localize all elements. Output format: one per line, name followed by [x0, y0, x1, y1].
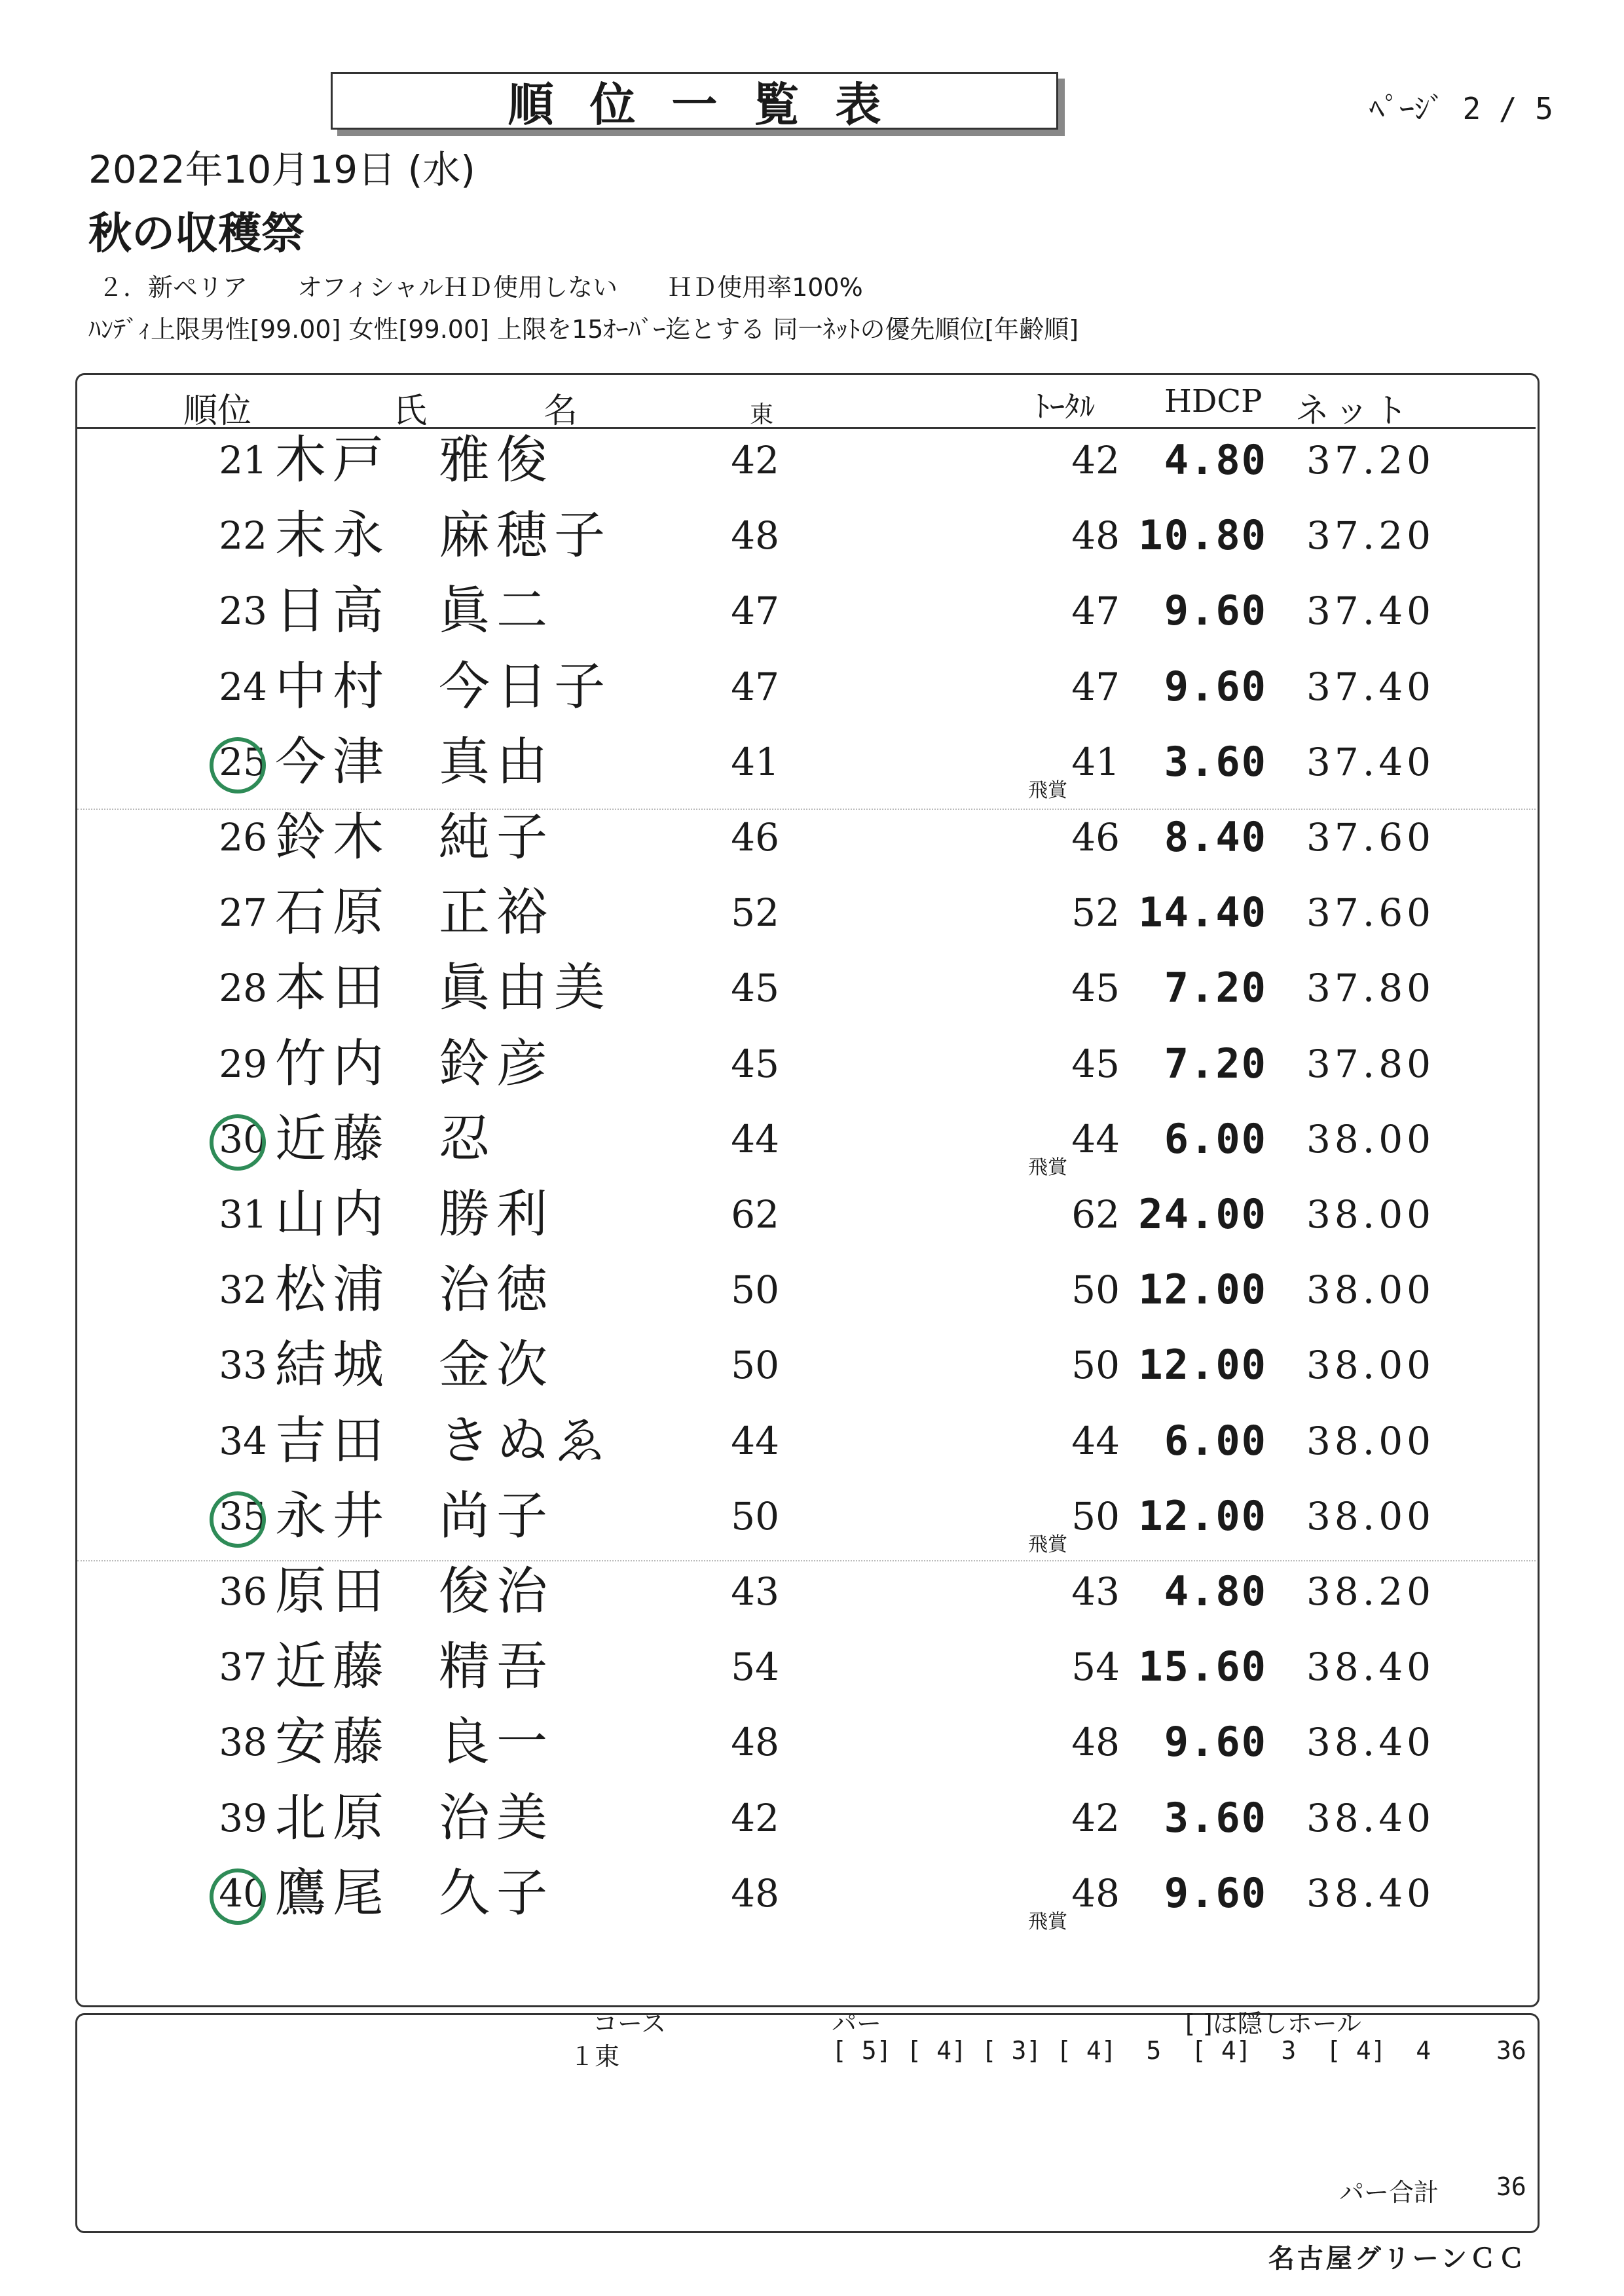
- table-row: [0, 1704, 1624, 1780]
- surname-cell: 吉田: [275, 1411, 391, 1470]
- conditions-line-2: ﾊﾝﾃﾞｨ上限男性[99.00] 女性[99.00] 上限を15ｵｰﾊﾞｰ迄とする 同一ﾈｯﾄの優先順位[年齢順]: [88, 315, 1079, 344]
- net-score-cell: 38.20: [1306, 1569, 1435, 1614]
- net-score-cell: 37.80: [1306, 1041, 1435, 1086]
- table-row: [0, 1327, 1624, 1403]
- rank-cell: 31: [219, 1192, 267, 1237]
- east-score-cell: 44: [731, 1418, 779, 1463]
- hdcp-cell: 3.60: [1164, 1793, 1267, 1842]
- net-score-cell: 37.80: [1306, 966, 1435, 1011]
- east-score-cell: 54: [731, 1645, 779, 1690]
- east-score-cell: 50: [731, 1267, 779, 1313]
- net-score-cell: 37.40: [1306, 664, 1435, 709]
- given-name-cell: 久子: [439, 1863, 555, 1923]
- club-name: 名古屋グリーンＣＣ: [1268, 2244, 1527, 2274]
- col-header-name-2: 名: [544, 392, 578, 431]
- hdcp-cell: 15.60: [1138, 1643, 1267, 1691]
- rank-cell: 34: [219, 1418, 267, 1463]
- total-score-cell: 48: [1071, 1870, 1120, 1916]
- table-row: [0, 1554, 1624, 1630]
- surname-cell: 近藤: [275, 1109, 391, 1169]
- col-header-east: 東: [750, 401, 774, 428]
- given-name-cell: 治美: [439, 1788, 555, 1848]
- prize-label: 飛賞: [1028, 1910, 1067, 1933]
- hdcp-cell: 4.80: [1164, 1567, 1267, 1615]
- page-number: ﾍﾟｰｼﾞ 2 / 5: [1369, 91, 1553, 126]
- surname-cell: 永井: [275, 1486, 391, 1546]
- given-name-cell: 眞二: [439, 581, 555, 641]
- rank-cell: 40: [219, 1870, 267, 1916]
- east-score-cell: 41: [731, 739, 779, 784]
- net-score-cell: 38.00: [1306, 1192, 1435, 1237]
- surname-cell: 竹内: [275, 1034, 391, 1093]
- table-row: [0, 1403, 1624, 1479]
- table-row: [0, 875, 1624, 951]
- prize-label: 飛賞: [1028, 1533, 1067, 1556]
- table-row: [0, 799, 1624, 875]
- hdcp-cell: 14.40: [1138, 888, 1267, 937]
- handwritten-circle-mark: [210, 1868, 266, 1925]
- given-name-cell: 尚子: [439, 1486, 555, 1546]
- title-box: [331, 72, 1058, 130]
- col-header-total: ﾄｰﾀﾙ: [1035, 389, 1095, 424]
- total-score-cell: 47: [1071, 589, 1120, 634]
- event-name: 秋の収穫祭: [88, 208, 304, 259]
- given-name-cell: 治徳: [439, 1260, 555, 1320]
- hdcp-cell: 6.00: [1164, 1416, 1267, 1465]
- hdcp-cell: 12.00: [1138, 1341, 1267, 1389]
- given-name-cell: 正裕: [439, 883, 555, 943]
- net-score-cell: 38.00: [1306, 1493, 1435, 1539]
- prize-label: 飛賞: [1028, 778, 1067, 802]
- rank-cell: 21: [219, 438, 267, 483]
- prize-label: 飛賞: [1028, 1156, 1067, 1179]
- rank-cell: 30: [219, 1116, 267, 1161]
- east-score-cell: 42: [731, 1795, 779, 1840]
- rank-cell: 28: [219, 966, 267, 1011]
- net-score-cell: 38.40: [1306, 1870, 1435, 1916]
- hdcp-cell: 9.60: [1164, 587, 1267, 635]
- surname-cell: 中村: [275, 657, 391, 716]
- east-score-cell: 47: [731, 664, 779, 709]
- course-label: コース: [593, 2009, 667, 2038]
- hdcp-cell: 3.60: [1164, 737, 1267, 786]
- hdcp-cell: 24.00: [1138, 1190, 1267, 1238]
- surname-cell: 結城: [275, 1336, 391, 1395]
- handwritten-circle-mark: [210, 1491, 266, 1548]
- hdcp-cell: 12.00: [1138, 1266, 1267, 1314]
- given-name-cell: 忍: [439, 1109, 497, 1169]
- surname-cell: 今津: [275, 732, 391, 792]
- total-score-cell: 62: [1071, 1192, 1120, 1237]
- rank-cell: 36: [219, 1569, 267, 1614]
- total-score-cell: 48: [1071, 1720, 1120, 1765]
- given-name-cell: 眞由美: [439, 958, 612, 1018]
- given-name-cell: きぬゑ: [439, 1411, 612, 1470]
- given-name-cell: 純子: [439, 808, 555, 867]
- rank-cell: 27: [219, 890, 267, 936]
- surname-cell: 鈴木: [275, 808, 391, 867]
- net-score-cell: 37.40: [1306, 739, 1435, 784]
- rank-cell: 39: [219, 1795, 267, 1840]
- given-name-cell: 真由: [439, 732, 555, 792]
- conditions-line-1: ２．新ペリア オフィシャルＨＤ使用しない ＨＤ使用率100%: [98, 273, 863, 302]
- rank-cell: 22: [219, 513, 267, 558]
- total-score-cell: 43: [1071, 1569, 1120, 1614]
- rank-cell: 23: [219, 589, 267, 634]
- total-score-cell: 45: [1071, 1041, 1120, 1086]
- table-row: [0, 498, 1624, 574]
- east-score-cell: 47: [731, 589, 779, 634]
- east-score-cell: 48: [731, 513, 779, 558]
- table-row: [0, 1101, 1624, 1177]
- given-name-cell: 今日子: [439, 657, 612, 716]
- tie-divider: [77, 1560, 1536, 1561]
- given-name-cell: 金次: [439, 1336, 555, 1395]
- total-score-cell: 41: [1071, 739, 1120, 784]
- net-score-cell: 38.00: [1306, 1116, 1435, 1161]
- table-row: [0, 724, 1624, 800]
- par-label: パー: [832, 2009, 882, 2038]
- surname-cell: 木戸: [275, 431, 391, 490]
- rank-cell: 38: [219, 1720, 267, 1765]
- table-row: [0, 1176, 1624, 1252]
- net-score-cell: 38.40: [1306, 1795, 1435, 1840]
- east-score-cell: 50: [731, 1343, 779, 1388]
- table-row: [0, 1478, 1624, 1554]
- surname-cell: 北原: [275, 1788, 391, 1848]
- table-row: [0, 950, 1624, 1026]
- east-score-cell: 62: [731, 1192, 779, 1237]
- surname-cell: 鷹尾: [275, 1863, 391, 1923]
- rank-cell: 25: [219, 739, 267, 784]
- table-row: [0, 1629, 1624, 1705]
- hdcp-cell: 9.60: [1164, 1868, 1267, 1917]
- total-score-cell: 42: [1071, 1795, 1120, 1840]
- page-title: 順位一覧表: [507, 77, 917, 132]
- east-score-cell: 50: [731, 1493, 779, 1539]
- total-score-cell: 54: [1071, 1645, 1120, 1690]
- east-score-cell: 44: [731, 1116, 779, 1161]
- table-row: [0, 1780, 1624, 1856]
- given-name-cell: 精吾: [439, 1637, 555, 1697]
- hdcp-cell: 9.60: [1164, 662, 1267, 710]
- hole-pars: [ 5] [ 4] [ 3] [ 4] 5 [ 4] 3 [ 4] 4: [832, 2036, 1431, 2065]
- surname-cell: 石原: [275, 883, 391, 943]
- net-score-cell: 37.40: [1306, 589, 1435, 634]
- par-total-label: パー合計: [1339, 2178, 1439, 2207]
- total-score-cell: 50: [1071, 1343, 1120, 1388]
- col-header-name-1: 氏: [393, 392, 428, 431]
- surname-cell: 山内: [275, 1185, 391, 1244]
- rank-cell: 26: [219, 815, 267, 860]
- table-row: [0, 1855, 1624, 1931]
- east-score-cell: 43: [731, 1569, 779, 1614]
- given-name-cell: 雅俊: [439, 431, 555, 490]
- col-header-rank: 順位: [183, 392, 252, 431]
- total-score-cell: 42: [1071, 438, 1120, 483]
- table-row: [0, 422, 1624, 498]
- surname-cell: 日高: [275, 581, 391, 641]
- total-score-cell: 46: [1071, 815, 1120, 860]
- par-total-value: 36: [1496, 2172, 1526, 2201]
- hdcp-cell: 6.00: [1164, 1114, 1267, 1163]
- total-score-cell: 44: [1071, 1116, 1120, 1161]
- surname-cell: 原田: [275, 1562, 391, 1621]
- rank-cell: 29: [219, 1041, 267, 1086]
- surname-cell: 近藤: [275, 1637, 391, 1697]
- east-score-cell: 48: [731, 1870, 779, 1916]
- given-name-cell: 良一: [439, 1713, 555, 1772]
- given-name-cell: 鈴彦: [439, 1034, 555, 1093]
- total-score-cell: 45: [1071, 966, 1120, 1011]
- total-score-cell: 47: [1071, 664, 1120, 709]
- net-score-cell: 37.20: [1306, 513, 1435, 558]
- hdcp-cell: 7.20: [1164, 964, 1267, 1012]
- table-row: [0, 1252, 1624, 1328]
- table-row: [0, 1026, 1624, 1102]
- east-score-cell: 46: [731, 815, 779, 860]
- given-name-cell: 麻穂子: [439, 506, 612, 566]
- net-score-cell: 38.00: [1306, 1267, 1435, 1313]
- hdcp-cell: 10.80: [1138, 511, 1267, 560]
- tie-divider: [77, 809, 1536, 810]
- east-score-cell: 52: [731, 890, 779, 936]
- total-score-cell: 44: [1071, 1418, 1120, 1463]
- net-score-cell: 38.00: [1306, 1343, 1435, 1388]
- total-score-cell: 50: [1071, 1267, 1120, 1313]
- rank-cell: 37: [219, 1645, 267, 1690]
- surname-cell: 末永: [275, 506, 391, 566]
- east-score-cell: 45: [731, 1041, 779, 1086]
- hdcp-cell: 4.80: [1164, 436, 1267, 484]
- course-par-total: 36: [1496, 2036, 1526, 2065]
- east-score-cell: 45: [731, 966, 779, 1011]
- event-date: 2022年10月19日 (水): [88, 147, 475, 192]
- hdcp-cell: 7.20: [1164, 1039, 1267, 1087]
- net-score-cell: 38.00: [1306, 1418, 1435, 1463]
- total-score-cell: 48: [1071, 513, 1120, 558]
- rank-cell: 33: [219, 1343, 267, 1388]
- total-score-cell: 50: [1071, 1493, 1120, 1539]
- east-score-cell: 48: [731, 1720, 779, 1765]
- total-score-cell: 52: [1071, 890, 1120, 936]
- net-score-cell: 37.60: [1306, 890, 1435, 936]
- surname-cell: 松浦: [275, 1260, 391, 1320]
- net-score-cell: 37.20: [1306, 438, 1435, 483]
- hdcp-cell: 9.60: [1164, 1718, 1267, 1766]
- net-score-cell: 38.40: [1306, 1645, 1435, 1690]
- rank-cell: 24: [219, 664, 267, 709]
- hdcp-cell: 8.40: [1164, 813, 1267, 861]
- handwritten-circle-mark: [210, 1114, 266, 1171]
- table-row: [0, 649, 1624, 725]
- course-name: １東: [570, 2042, 620, 2071]
- rank-cell: 35: [219, 1493, 267, 1539]
- surname-cell: 本田: [275, 958, 391, 1018]
- col-header-hdcp: HDCP: [1164, 383, 1263, 420]
- given-name-cell: 俊治: [439, 1562, 555, 1621]
- east-score-cell: 42: [731, 438, 779, 483]
- table-row: [0, 573, 1624, 649]
- col-header-net: ネット: [1295, 392, 1414, 431]
- hidden-hole-note: [ ]は隠しホール: [1185, 2009, 1361, 2038]
- handwritten-circle-mark: [210, 737, 266, 793]
- hdcp-cell: 12.00: [1138, 1491, 1267, 1540]
- rank-cell: 32: [219, 1267, 267, 1313]
- surname-cell: 安藤: [275, 1713, 391, 1772]
- net-score-cell: 38.40: [1306, 1720, 1435, 1765]
- given-name-cell: 勝利: [439, 1185, 555, 1244]
- net-score-cell: 37.60: [1306, 815, 1435, 860]
